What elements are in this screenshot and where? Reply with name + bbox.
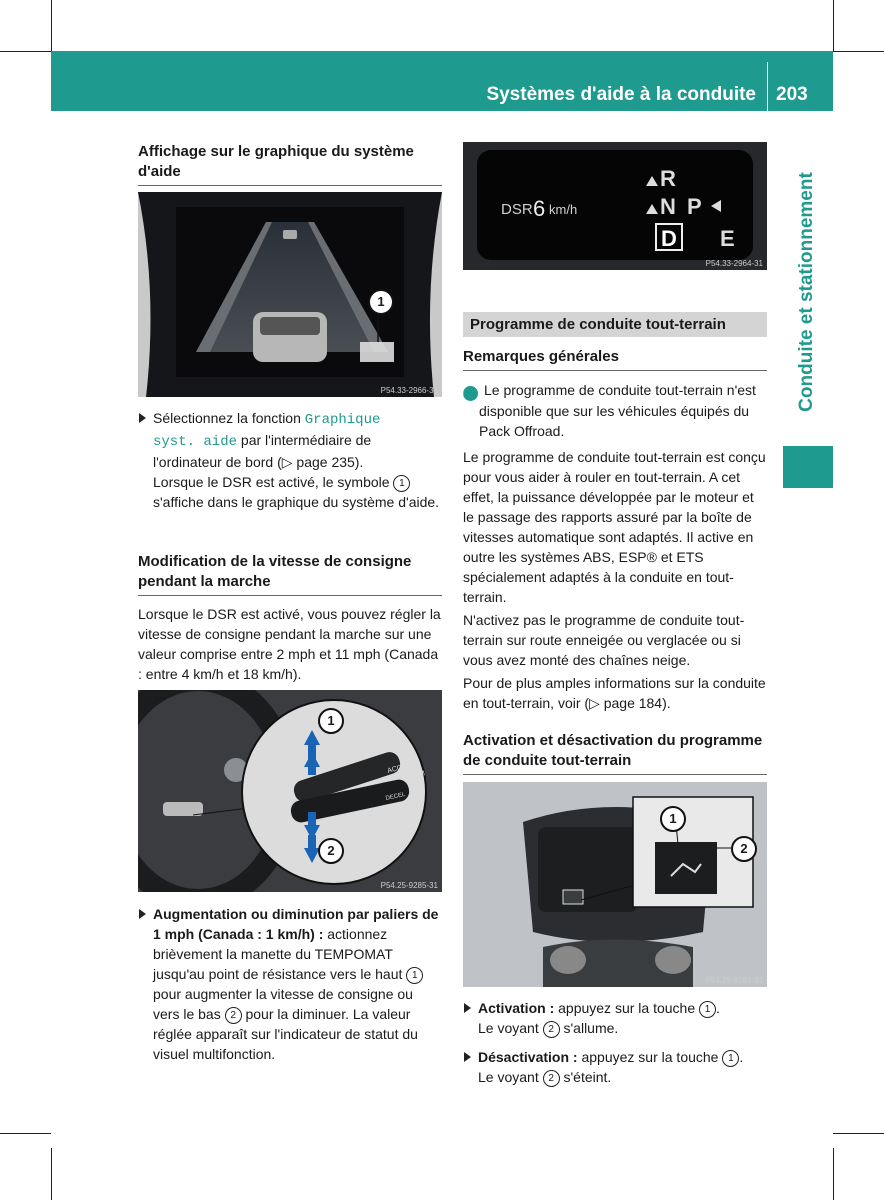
page-number: 203	[776, 84, 808, 105]
lever-resume-text: RESUME	[364, 733, 396, 750]
chapter-title: Systèmes d'aide à la conduite	[486, 84, 756, 105]
dsr-display-figure	[463, 142, 767, 270]
section-speed-change	[138, 552, 442, 684]
menu-term: Graphique	[304, 412, 381, 428]
gear-n: N	[660, 194, 676, 219]
offroad-button-figure	[463, 782, 767, 987]
dsr-speed: 6	[533, 196, 546, 221]
figure-id: P54.33-2964-31	[705, 259, 763, 268]
center-console-illustration	[463, 782, 767, 987]
figure-id: P54.33-2966-31	[380, 386, 438, 395]
callout-ref: 1	[699, 1001, 716, 1018]
text: appuyez sur la touche	[577, 1049, 723, 1065]
section-title: Modification de la vitesse de consigne pendant la marche	[138, 552, 442, 596]
text: .	[739, 1049, 744, 1065]
activation-steps	[463, 998, 767, 1087]
dsr-display-illustration	[463, 142, 767, 270]
paragraph: Pour de plus amples informations sur la conduite en tout-terrain, voir (▷ page 184).	[463, 675, 766, 711]
header-separator	[767, 62, 768, 111]
callout-1: 1	[368, 289, 394, 315]
gear-r: R	[660, 166, 676, 191]
crop-mark	[0, 51, 51, 52]
text: Le programme de conduite tout-terrain n'est disponible que sur les véhicules équipés du Pack Offroad.	[479, 382, 756, 439]
bullet-deactivation	[463, 1047, 767, 1087]
assist-graphic-figure	[138, 192, 442, 397]
offroad-section	[460, 312, 767, 713]
callout-ref: 1	[393, 475, 410, 492]
info-icon: i	[463, 386, 478, 401]
callout-ref: 2	[543, 1070, 560, 1087]
side-tab-marker	[783, 446, 833, 488]
text: .	[716, 1000, 720, 1016]
crop-mark	[51, 0, 52, 51]
gear-d: D	[661, 226, 677, 251]
bullet-heading: Augmentation ou diminution par paliers de 1 mph (Canada : 1 km/h) :	[153, 906, 439, 942]
paragraph: Le programme de conduite tout-terrain est conçu pour vous aider à rouler en tout-terrain. A cet effet, la puissance développée par le moteur et le passage des rapports assuré par la boîte de vitesses automatique sont adaptés. Il active en outre les systèmes ABS, ESP® et ETS spécialement adaptés à la conduite en tout-terrain.	[463, 449, 766, 605]
lever-accel-text: ACCEL	[386, 762, 412, 775]
assist-graphic-illustration	[138, 192, 442, 397]
crop-mark	[833, 51, 884, 52]
cruise-lever-figure	[138, 690, 442, 892]
dsr-unit: km/h	[549, 202, 578, 217]
section-title: Affichage sur le graphique du système d'aide	[138, 142, 442, 186]
crop-mark	[833, 0, 834, 51]
text: pour augmenter la vitesse de consigne ou vers le bas	[153, 986, 413, 1022]
section-banner: Programme de conduite tout-terrain	[463, 312, 767, 337]
text: appuyez sur la touche	[554, 1000, 699, 1016]
bullet-heading: Désactivation :	[478, 1049, 578, 1065]
callout-1: 1	[318, 708, 344, 734]
crop-mark	[0, 1133, 51, 1134]
left-column	[138, 142, 442, 186]
info-note	[460, 380, 767, 441]
gear-p: P	[687, 194, 702, 219]
text: Le voyant	[478, 1069, 543, 1085]
crop-mark	[51, 1148, 52, 1200]
bullet-activation	[463, 998, 767, 1038]
callout-2: 2	[318, 838, 344, 864]
text: pour la diminuer. La valeur réglée apparaît sur l'indicateur de statut du visuel multifonction.	[153, 1006, 418, 1062]
activation-section	[463, 731, 767, 775]
side-tab	[787, 142, 827, 442]
dsr-label: DSR	[501, 201, 533, 218]
text: Lorsque le DSR est activé, le symbole	[153, 474, 394, 490]
section-title: Activation et désactivation du programme de conduite tout-terrain	[463, 731, 767, 775]
callout-ref: 2	[543, 1021, 560, 1038]
text: par l'intermédiaire de l'ordinateur de bord (▷ page 235).	[153, 432, 372, 470]
bullet-increase-decrease	[138, 904, 442, 1064]
text: Sélectionnez la fonction	[153, 410, 305, 426]
text: s'allume.	[559, 1020, 619, 1036]
crop-mark	[833, 1148, 834, 1200]
text: actionnez brièvement la manette du TEMPOMAT jusqu'au point de résistance vers le haut	[153, 926, 407, 982]
text: s'affiche dans le graphique du système d'aide.	[153, 494, 440, 510]
paragraph: N'activez pas le programme de conduite tout-terrain sur route enneigée ou verglacée ou si vous avez monté des chaînes neige.	[463, 612, 745, 668]
callout-1: 1	[660, 806, 686, 832]
subsection-title: Remarques générales	[463, 347, 767, 371]
figure-id: P54.25-9282-31	[705, 976, 763, 985]
cruise-lever-illustration	[138, 690, 442, 892]
bullet-select-function	[138, 408, 442, 512]
bullet-heading: Activation :	[478, 1000, 555, 1016]
text: Le voyant	[478, 1020, 543, 1036]
callout-ref: 2	[225, 1007, 242, 1024]
menu-term: syst. aide	[153, 434, 238, 450]
crop-mark	[833, 1133, 884, 1134]
side-tab-label: Conduite et stationnement	[796, 172, 817, 412]
lever-lim-text: LIM	[412, 770, 426, 780]
callout-ref: 1	[722, 1050, 739, 1067]
callout-2: 2	[731, 836, 757, 862]
text: s'éteint.	[559, 1069, 612, 1085]
callout-ref: 1	[406, 967, 423, 984]
lever-decel-text: DECEL	[385, 791, 406, 802]
gear-e: E	[720, 226, 735, 251]
figure-id: P54.25-9285-31	[380, 881, 438, 890]
paragraph: Lorsque le DSR est activé, vous pouvez régler la vitesse de consigne pendant la marche sur une valeur comprise entre 2 mph et 11 mph (Canada : entre 4 km/h et 18 km/h).	[138, 606, 441, 682]
